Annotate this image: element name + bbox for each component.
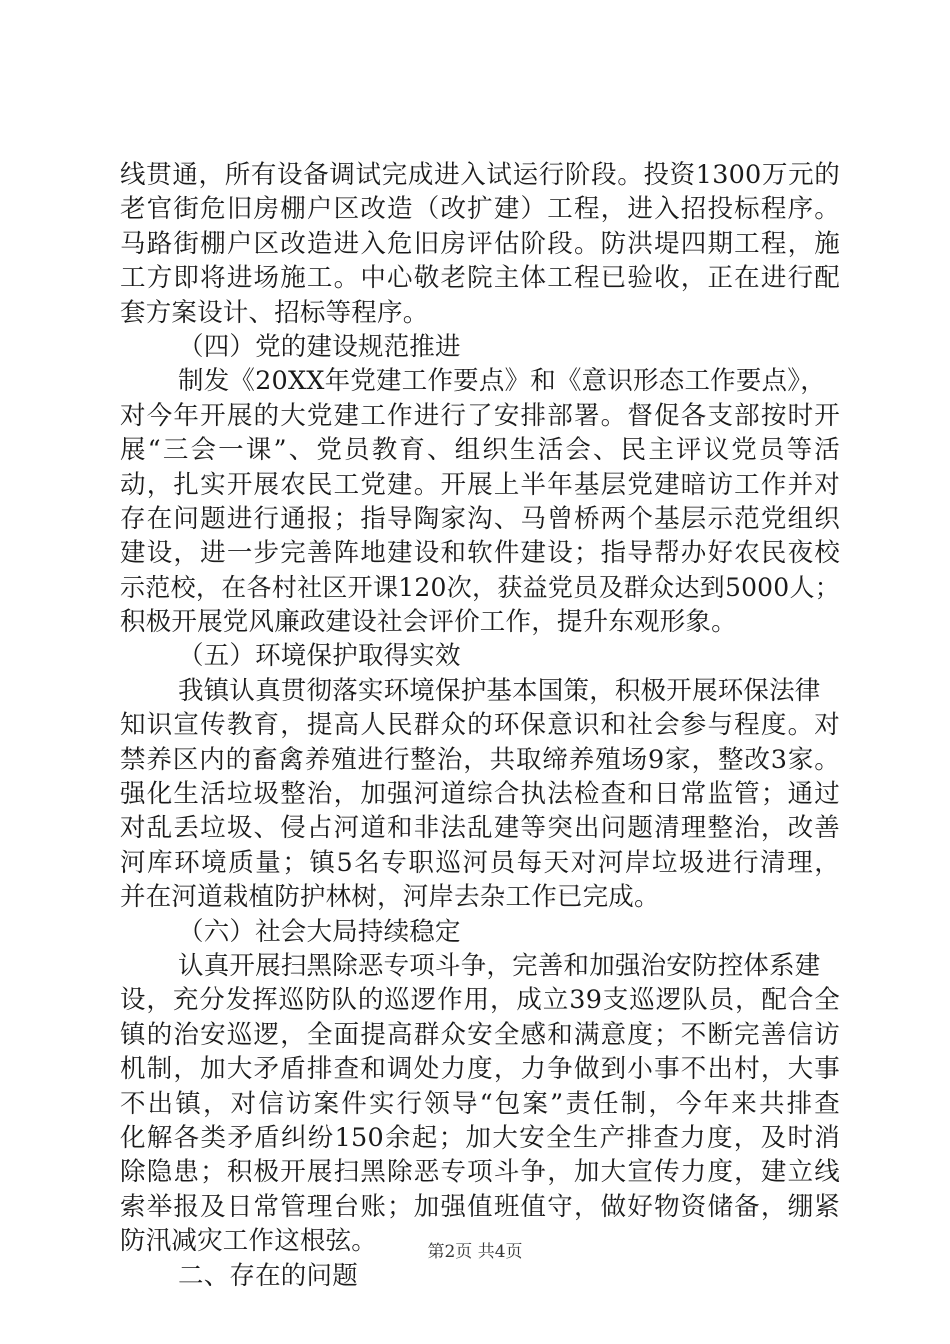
body-text-line: 示范校，在各村社区开课120次，获益党员及群众达到5000人； [120,572,840,602]
body-text-line: 建设，进一步完善阵地建设和软件建设；指导帮办好农民夜校 [120,538,840,569]
body-text-line: 索举报及日常管理台账；加强值班值守，做好物资储备，绷紧 [120,1191,840,1222]
paragraph-first-line: 制发《20XX年党建工作要点》和《意识形态工作要点》， [178,366,826,397]
body-text-line: 并在河道栽植防护林树，河岸去杂工作已完成。 [120,882,660,913]
document-body [120,158,840,1293]
body-text-line: 对乱丢垃圾、侵占河道和非法乱建等突出问题清理整治，改善 [120,813,840,844]
body-text-line: 存在问题进行通报；指导陶家沟、马曾桥两个基层示范党组织 [120,503,840,534]
section-heading-party-building: （四）党的建设规范推进 [178,331,461,362]
body-text-line: 机制，加大矛盾排查和调处力度，力争做到小事不出村，大事 [120,1054,840,1085]
body-text-line: 河库环境质量；镇5名专职巡河员每天对河岸垃圾进行清理， [120,847,840,878]
page-number-footer: 第2页 共4页 [427,1242,523,1262]
section-heading-environment: （五）环境保护取得实效 [178,641,461,672]
body-text-line: 老官街危旧房棚户区改造（改扩建）工程，进入招投标程序。 [120,194,840,225]
body-text-line: 除隐患；积极开展扫黑除恶专项斗争，加大宣传力度，建立线 [120,1157,840,1188]
chapter-heading-problems: 二、存在的问题 [178,1260,358,1291]
body-text-line: 积极开展党风廉政建设社会评价工作，提升东观形象。 [120,607,737,638]
body-text-line: 强化生活垃圾整治，加强河道综合执法检查和日常监管；通过 [120,779,840,810]
body-text-line: 展“三会一课”、党员教育、组织生活会、民主评议党员等活 [120,435,840,466]
body-text-line: 镇的治安巡逻，全面提高群众安全感和满意度；不断完善信访 [120,1019,840,1050]
body-text-line: 禁养区内的畜禽养殖进行整治，共取缔养殖场9家，整改3家。 [120,744,840,775]
body-text-line: 动，扎实开展农民工党建。开展上半年基层党建暗访工作并对 [120,469,840,500]
paragraph-first-line: 我镇认真贯彻落实环境保护基本国策，积极开展环保法律 [178,675,821,706]
section-heading-social-stability: （六）社会大局持续稳定 [178,916,461,947]
body-text-line: 化解各类矛盾纠纷150余起；加大安全生产排查力度，及时消 [120,1122,840,1153]
body-text-line: 不出镇，对信访案件实行领导“包案”责任制，今年来共排查 [120,1088,840,1119]
body-text-line: 设，充分发挥巡防队的巡逻作用，成立39支巡逻队员，配合全 [120,985,840,1016]
body-text-line: 对今年开展的大党建工作进行了安排部署。督促各支部按时开 [120,400,840,431]
body-text-line: 防汛减灾工作这根弦。 [120,1226,378,1257]
body-text-line: 马路街棚户区改造进入危旧房评估阶段。防洪堤四期工程，施 [120,228,840,259]
body-text-line: 知识宣传教育，提高人民群众的环保意识和社会参与程度。对 [120,710,840,741]
body-text-line: 线贯通，所有设备调试完成进入试运行阶段。投资1300万元的 [120,160,840,190]
paragraph-first-line: 认真开展扫黑除恶专项斗争，完善和加强治安防控体系建 [178,950,821,981]
body-text-line: 工方即将进场施工。中心敬老院主体工程已验收，正在进行配 [120,263,840,294]
body-text-line: 套方案设计、招标等程序。 [120,297,429,328]
